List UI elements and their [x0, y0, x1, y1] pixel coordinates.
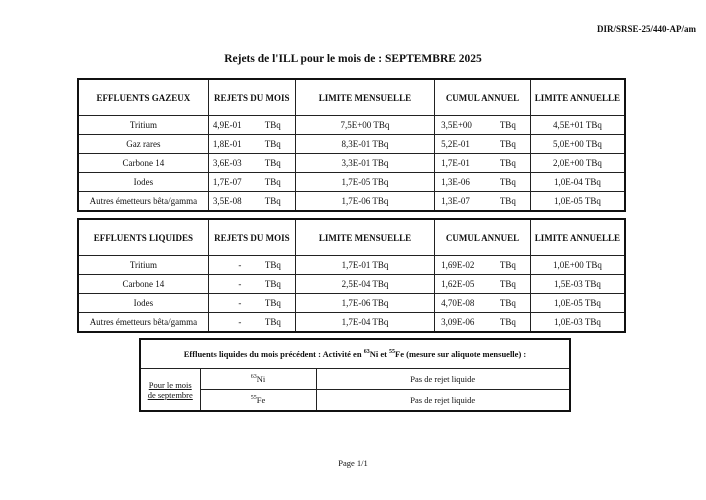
period-label: Pour le mois de septembre: [140, 369, 200, 412]
cumul-cell: [435, 154, 531, 173]
limite-mensuelle-value: 2,5E-04 TBq: [295, 275, 434, 294]
table-row: [78, 135, 625, 154]
unit: TBq: [499, 260, 516, 270]
limite-annuelle-value: 5,0E+00 TBq: [530, 135, 625, 154]
unit: TBq: [499, 177, 516, 187]
table-row: [78, 256, 625, 275]
limite-annuelle-value: 1,0E-05 TBq: [530, 192, 625, 212]
unit: TBq: [499, 317, 516, 327]
rejet-value: 4,9E-01: [212, 120, 242, 130]
isotope-fe: $^{55}$Fe: [200, 390, 316, 412]
unit: TBq: [264, 298, 281, 308]
rejet-cell: [208, 256, 295, 275]
cumul-cell: [435, 173, 531, 192]
previous-month-header: Effluents liquides du mois précédent : Activité en $^{63}$Ni et $^{55}$Fe (mesure sur aliquote mensuelle) :: [140, 339, 570, 369]
fe-value: Pas de rejet liquide: [316, 390, 570, 412]
liquid-effluents-table: [77, 218, 626, 333]
limite-annuelle-value: 1,0E+00 TBq: [530, 256, 625, 275]
cumul-cell: [435, 192, 531, 212]
col-header-effluent: EFFLUENTS GAZEUX: [78, 79, 208, 116]
isotope-ni: $^{63}$Ni: [200, 369, 316, 390]
rejet-cell: [208, 294, 295, 313]
cumul-value: 3,5E+00: [441, 120, 472, 130]
rejet-value: -: [238, 317, 242, 327]
effluent-name: Gaz rares: [78, 135, 208, 154]
col-header-limite-annuelle: LIMITE ANNUELLE: [530, 219, 625, 256]
page-number: Page 1/1: [338, 458, 368, 468]
unit: TBq: [499, 120, 516, 130]
limite-annuelle-value: 1,0E-04 TBq: [530, 173, 625, 192]
rejet-value: -: [238, 279, 242, 289]
limite-annuelle-value: 2,0E+00 TBq: [530, 154, 625, 173]
table-row: [78, 116, 625, 135]
rejet-cell: [208, 313, 295, 333]
rejet-cell: [208, 173, 295, 192]
effluent-name: Autres émetteurs bêta/gamma: [78, 313, 208, 333]
effluent-name: Tritium: [78, 256, 208, 275]
table-header-row: [78, 219, 625, 256]
unit: TBq: [264, 317, 281, 327]
table-header-row: [78, 79, 625, 116]
rejet-value: 3,6E-03: [212, 158, 242, 168]
document-reference: DIR/SRSE-25/440-AP/am: [596, 24, 696, 34]
cumul-cell: [435, 275, 531, 294]
col-header-cumul: CUMUL ANNUEL: [435, 79, 531, 116]
table-row: [78, 173, 625, 192]
cumul-cell: [435, 294, 531, 313]
col-header-limite-mensuelle: LIMITE MENSUELLE: [295, 219, 434, 256]
rejet-value: 1,7E-07: [212, 177, 242, 187]
limite-annuelle-value: 4,5E+01 TBq: [530, 116, 625, 135]
unit: TBq: [499, 196, 516, 206]
rejet-value: 3,5E-08: [212, 196, 242, 206]
col-header-limite-mensuelle: LIMITE MENSUELLE: [295, 79, 434, 116]
cumul-value: 1,3E-06: [441, 177, 470, 187]
rejet-cell: [208, 275, 295, 294]
unit: TBq: [264, 139, 281, 149]
rejet-cell: [208, 135, 295, 154]
unit: TBq: [499, 279, 516, 289]
previous-month-table: [139, 338, 571, 412]
limite-mensuelle-value: 1,7E-06 TBq: [295, 294, 434, 313]
cumul-cell: [435, 313, 531, 333]
table-row: [78, 313, 625, 333]
limite-mensuelle-value: 8,3E-01 TBq: [295, 135, 434, 154]
unit: TBq: [499, 139, 516, 149]
cumul-cell: [435, 256, 531, 275]
rejet-cell: [208, 116, 295, 135]
effluent-name: Carbone 14: [78, 275, 208, 294]
gas-effluents-table: [77, 78, 626, 212]
limite-mensuelle-value: 7,5E+00 TBq: [295, 116, 434, 135]
unit: TBq: [264, 177, 281, 187]
unit: TBq: [499, 158, 516, 168]
unit: TBq: [264, 279, 281, 289]
cumul-value: 1,3E-07: [441, 196, 470, 206]
col-header-rejets: REJETS DU MOIS: [208, 219, 295, 256]
cumul-value: 1,7E-01: [441, 158, 470, 168]
rejet-cell: [208, 154, 295, 173]
limite-mensuelle-value: 1,7E-06 TBq: [295, 192, 434, 212]
limite-mensuelle-value: 1,7E-05 TBq: [295, 173, 434, 192]
limite-mensuelle-value: 1,7E-04 TBq: [295, 313, 434, 333]
page-title: Rejets de l'ILL pour le mois de : SEPTEMBRE 2025: [224, 53, 482, 65]
cumul-value: 4,70E-08: [441, 298, 475, 308]
rejet-value: -: [238, 260, 242, 270]
rejet-cell: [208, 192, 295, 212]
effluent-name: Autres émetteurs bêta/gamma: [78, 192, 208, 212]
limite-mensuelle-value: 1,7E-01 TBq: [295, 256, 434, 275]
table-row: [78, 275, 625, 294]
cumul-cell: [435, 135, 531, 154]
col-header-cumul: CUMUL ANNUEL: [435, 219, 531, 256]
effluent-name: Iodes: [78, 294, 208, 313]
effluent-name: Iodes: [78, 173, 208, 192]
unit: TBq: [264, 260, 281, 270]
col-header-effluent: EFFLUENTS LIQUIDES: [78, 219, 208, 256]
limite-annuelle-value: 1,5E-03 TBq: [530, 275, 625, 294]
cumul-value: 5,2E-01: [441, 139, 470, 149]
col-header-rejets: REJETS DU MOIS: [208, 79, 295, 116]
unit: TBq: [499, 298, 516, 308]
rejet-value: 1,8E-01: [212, 139, 242, 149]
unit: TBq: [264, 196, 281, 206]
limite-annuelle-value: 1,0E-03 TBq: [530, 313, 625, 333]
cumul-cell: [435, 116, 531, 135]
effluent-name: Carbone 14: [78, 154, 208, 173]
table-row: [78, 192, 625, 212]
limite-annuelle-value: 1,0E-05 TBq: [530, 294, 625, 313]
ni-value: Pas de rejet liquide: [316, 369, 570, 390]
effluent-name: Tritium: [78, 116, 208, 135]
unit: TBq: [264, 158, 281, 168]
col-header-limite-annuelle: LIMITE ANNUELLE: [530, 79, 625, 116]
cumul-value: 1,62E-05: [441, 279, 475, 289]
table-row: [78, 294, 625, 313]
table-row: [78, 154, 625, 173]
cumul-value: 1,69E-02: [441, 260, 475, 270]
cumul-value: 3,09E-06: [441, 317, 475, 327]
unit: TBq: [264, 120, 281, 130]
limite-mensuelle-value: 3,3E-01 TBq: [295, 154, 434, 173]
rejet-value: -: [238, 298, 242, 308]
